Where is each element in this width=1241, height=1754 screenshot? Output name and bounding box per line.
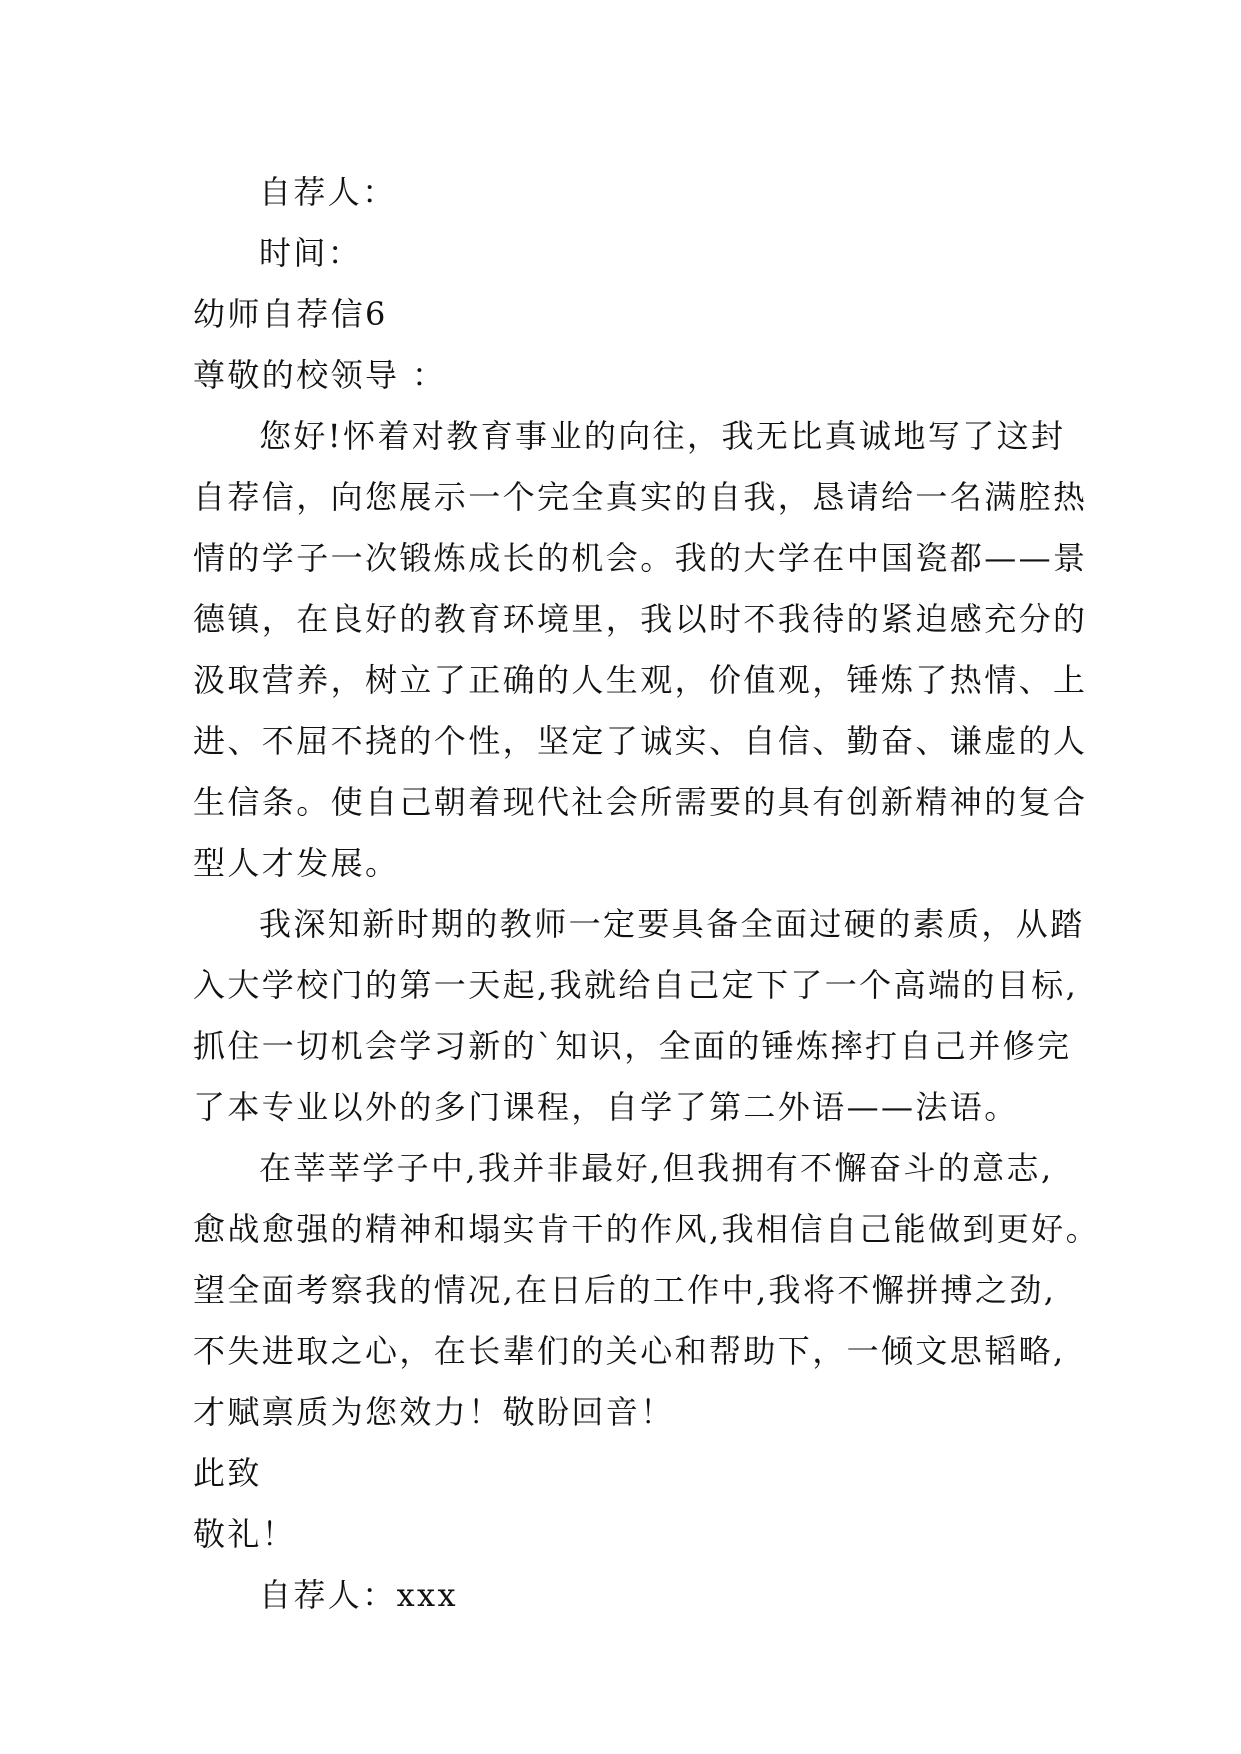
text-line: 愈战愈强的精神和塌实肯干的作风,我相信自己能做到更好。: [193, 1210, 1100, 1248]
closing-line-2: 敬礼！: [193, 1515, 297, 1553]
closing-line-1: 此致: [193, 1454, 262, 1492]
text-line: 才赋禀质为您效力！敬盼回音！: [193, 1393, 675, 1431]
letter-title: 幼师自荐信6: [193, 295, 388, 333]
text-line: 入大学校门的第一天起,我就给自己定下了一个高端的目标,: [193, 966, 1079, 1004]
text-line: 生信条。使自己朝着现代社会所需要的具有创新精神的复合: [193, 783, 1088, 821]
text-line: 德镇，在良好的教育环境里，我以时不我待的紧迫感充分的: [193, 600, 1088, 638]
text-line: 汲取营养，树立了正确的人生观，价值观，锤炼了热情、上: [193, 661, 1088, 699]
text-line: 不失进取之心，在长辈们的关心和帮助下，一倾文思韬略,: [193, 1332, 1066, 1370]
top-signature-line: 自荐人：: [259, 173, 397, 211]
text-line: 型人才发展。: [193, 844, 400, 882]
salutation: 尊敬的校领导 ：: [193, 356, 447, 394]
text-line: 进、不屈不挠的个性，坚定了诚实、自信、勤奋、谦虚的人: [193, 722, 1088, 760]
text-line: 望全面考察我的情况,在日后的工作中,我将不懈拼搏之劲,: [193, 1271, 1057, 1309]
text-line: 了本专业以外的多门课程，自学了第二外语——法语。: [193, 1088, 1019, 1126]
paragraph-1: [193, 406, 1088, 894]
text-line: 我深知新时期的教师一定要具备全面过硬的素质，从踏: [259, 905, 1085, 943]
paragraph-3: [193, 1138, 1100, 1443]
text-line: 情的学子一次锻炼成长的机会。我的大学在中国瓷都——景: [193, 539, 1088, 577]
paragraph-2: [193, 894, 1085, 1138]
top-date-line: 时间：: [259, 234, 363, 272]
text-line: 抓住一切机会学习新的`知识，全面的锤炼摔打自己并修完: [193, 1027, 1072, 1065]
text-line: 您好!怀着对教育事业的向往，我无比真诚地写了这封: [259, 417, 1066, 455]
text-line: 自荐信，向您展示一个完全真实的自我，恳请给一名满腔热: [193, 478, 1088, 516]
text-line: 在莘莘学子中,我并非最好,但我拥有不懈奋斗的意志,: [259, 1149, 1054, 1187]
bottom-signature-line: 自荐人：xxx: [259, 1576, 458, 1614]
letter-body: [193, 162, 1100, 1626]
